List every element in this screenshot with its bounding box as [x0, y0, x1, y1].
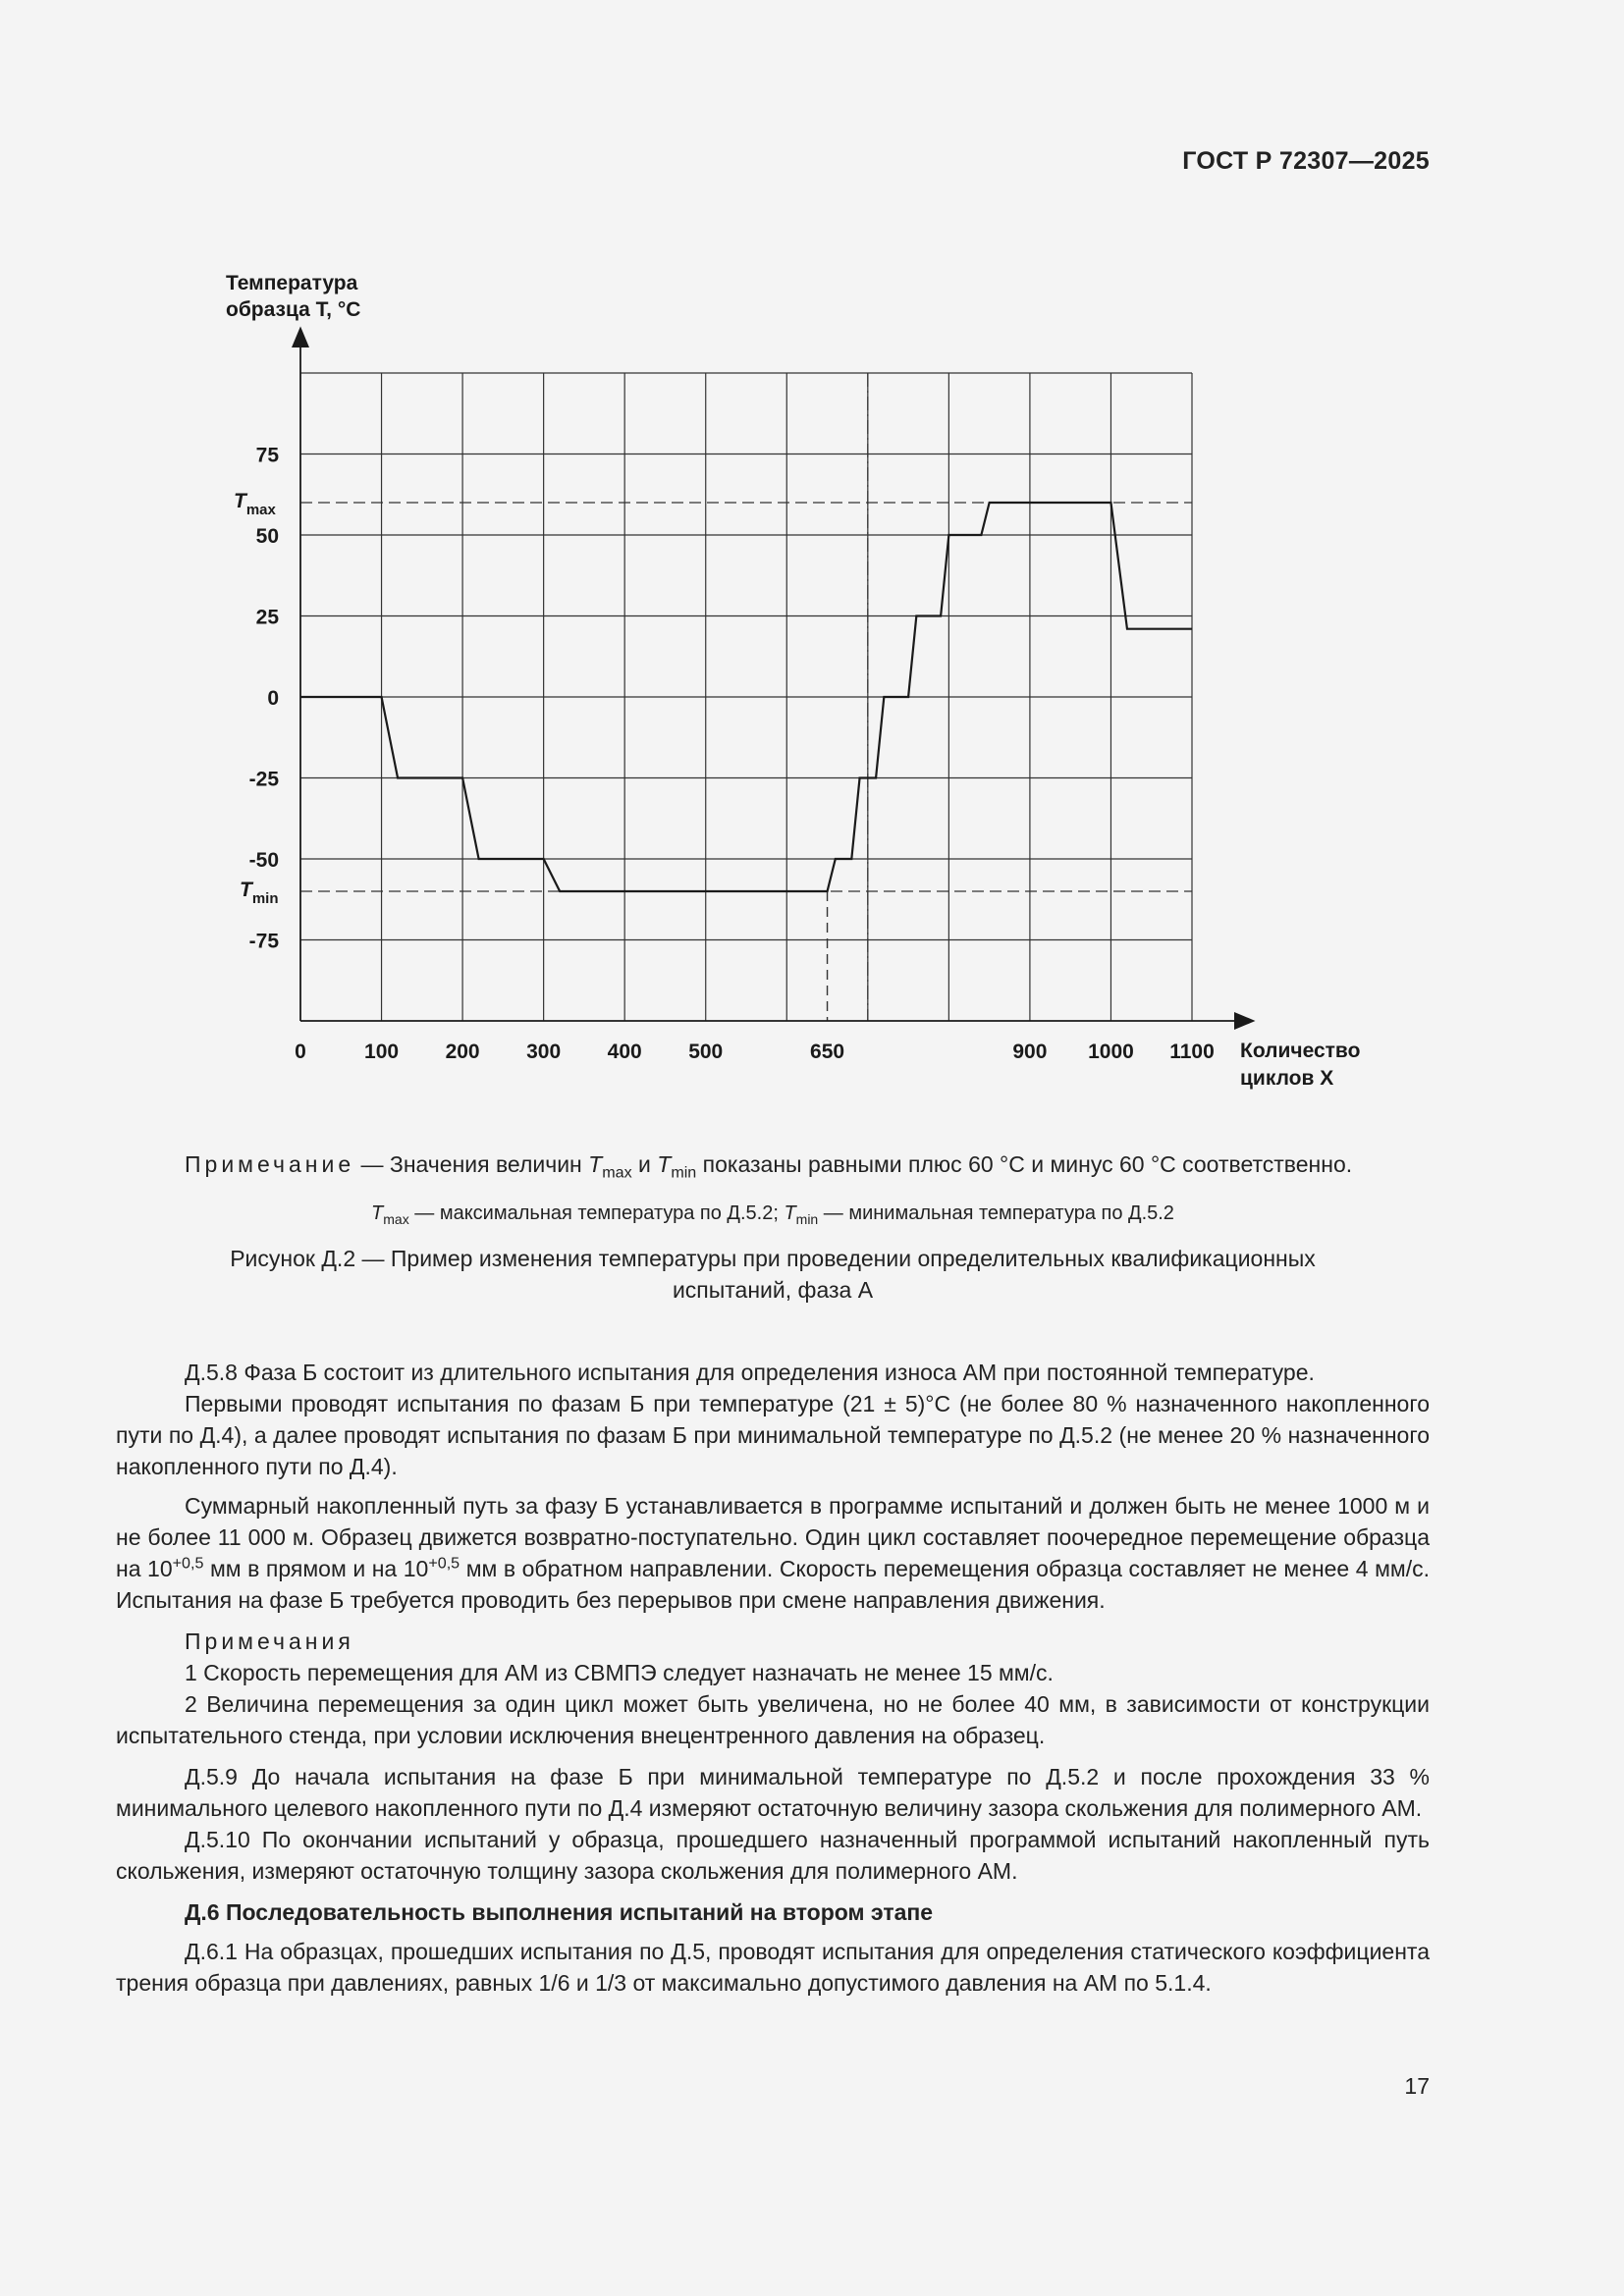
x-tick-label: 200	[445, 1041, 480, 1063]
tmax-label: $T_{max}$	[234, 490, 276, 518]
paragraph-phase-b-order: Первыми проводят испытания по фазам Б при температуре (21 ± 5)°C (не более 80 % назначенного накопленного пути по Д.4), а далее проводят испытания по фазам Б при минимальной температуре по Д.5.2 (не менее 20 % назначенного накопленного пути по Д.4).	[116, 1391, 1430, 1479]
y-axis-label-line2: образца T, °C	[226, 298, 361, 321]
page-number: 17	[1404, 2073, 1430, 2099]
paragraph-total-path: Суммарный накопленный путь за фазу Б устанавливается в программе испытаний и должен быть не менее 1000 м и не более 11 000 м. Образец движется возвратно-поступательно. Один цикл составляет поочередное перемещение образца на $10^{+0,5}$ мм в прямом и на $10^{+0,5}$ мм в обратном направлении. Скорость перемещения образца составляет не менее 4 мм/с. Испытания на фазе Б требуется проводить без перерывов при смене направления движения.	[116, 1493, 1431, 1613]
y-tick-label: -25	[248, 768, 279, 791]
x-tick-label: 0	[295, 1041, 306, 1063]
paragraph-d61: Д.6.1 На образцах, прошедших испытания по Д.5, проводят испытания для определения статического коэффициента трения образца при давлениях, равных 1/6 и 1/3 от максимально допустимого давления на АМ по 5.1.4.	[116, 1939, 1430, 1996]
y-tick-label: 0	[267, 687, 279, 710]
body-text	[116, 1357, 1430, 1999]
figure-caption: Рисунок Д.2 — Пример изменения температуры при проведении определительных квалификационных испытаний, фаза А	[230, 1246, 1316, 1303]
paragraph-d59: Д.5.9 До начала испытания на фазе Б при минимальной температуре по Д.5.2 и после прохождения 33 % минимального целевого накопленного пути по Д.4 измеряют остаточную величину зазора скольжения для полимерного АМ.	[116, 1764, 1430, 1821]
x-tick-label: 500	[688, 1041, 724, 1063]
y-axis-label-line1: Температура	[226, 272, 358, 294]
x-tick-label: 1100	[1169, 1041, 1215, 1063]
x-tick-label: 650	[810, 1041, 845, 1063]
x-tick-label: 100	[364, 1041, 400, 1063]
note-2: 2 Величина перемещения за один цикл может быть увеличена, но не более 40 мм, в зависимости от конструкции испытательного стенда, при условии исключения внецентренного давления на образец.	[116, 1691, 1430, 1748]
note-1: 1 Скорость перемещения для АМ из СВМПЭ следует назначать не менее 15 мм/с.	[185, 1660, 1054, 1685]
note-block	[116, 1148, 1430, 1306]
document-header: ГОСТ Р 72307—2025	[1182, 147, 1430, 175]
figure-legend: $T_{max}$ — максимальная температура по Д.5.2; $T_{min}$ — минимальная температура по Д.5.2	[371, 1202, 1174, 1227]
section-heading-d6: Д.6 Последовательность выполнения испытаний на втором этапе	[185, 1899, 934, 1925]
paragraph-d58: Д.5.8 Фаза Б состоит из длительного испытания для определения износа АМ при постоянной температуре.	[185, 1360, 1315, 1385]
paragraph-d510: Д.5.10 По окончании испытаний у образца, прошедшего назначенный программой испытаний накопленный путь скольжения, измеряют остаточную толщину зазора скольжения для полимерного АМ.	[116, 1827, 1430, 1884]
tmin-label: $T_{min}$	[240, 879, 279, 907]
y-tick-label: 50	[255, 525, 279, 548]
y-tick-label: -75	[248, 930, 279, 953]
figure-note: Примечание — Значения величин $T_{max}$ и $T_{min}$ показаны равными плюс 60 °C и минус 60 °C соответственно.	[185, 1151, 1353, 1182]
notes-title: Примечания	[185, 1629, 354, 1654]
y-tick-label: 25	[255, 606, 279, 629]
x-tick-label: 900	[1012, 1041, 1048, 1063]
x-axis-label-line1: Количество	[1240, 1040, 1361, 1062]
x-tick-label: 1000	[1088, 1041, 1134, 1063]
x-axis-label-line2: циклов X	[1240, 1067, 1334, 1090]
temperature-chart	[0, 0, 1624, 1139]
x-tick-label: 400	[607, 1041, 642, 1063]
x-tick-label: 300	[526, 1041, 562, 1063]
y-tick-label: -50	[248, 849, 279, 872]
y-tick-label: 75	[255, 444, 279, 467]
